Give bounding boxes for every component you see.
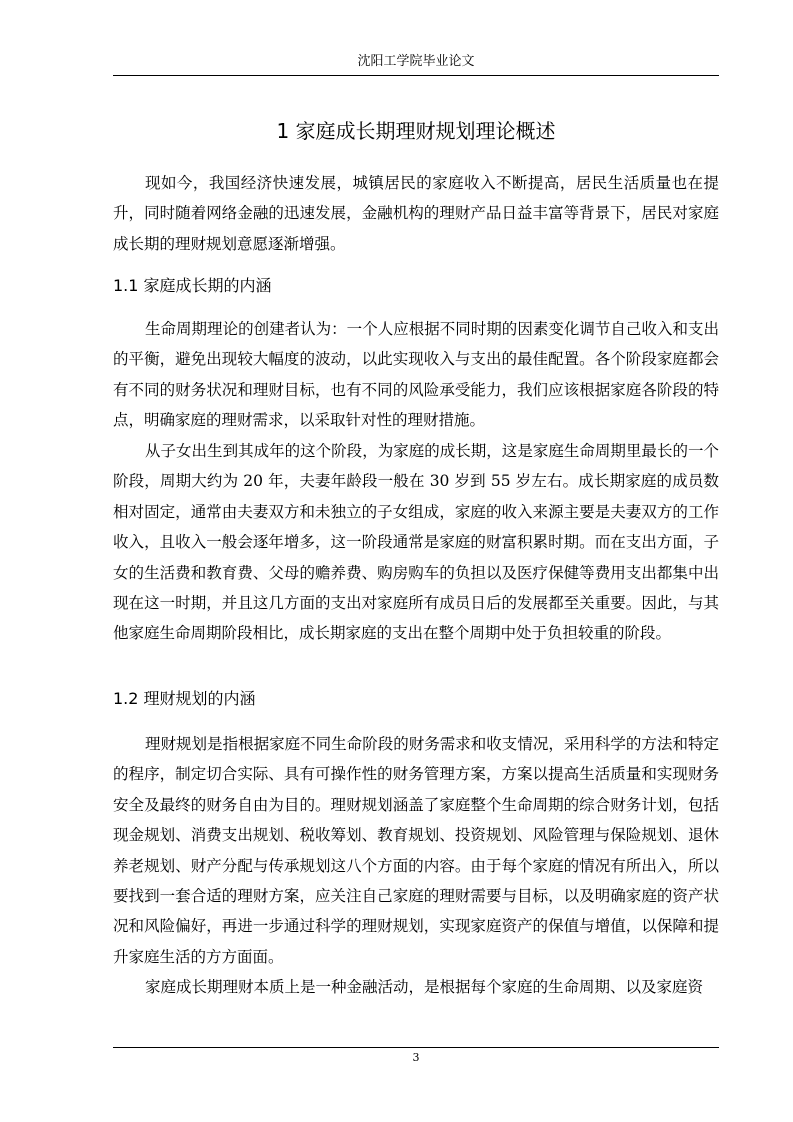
header-rule <box>113 75 719 76</box>
footer-rule <box>113 1047 719 1048</box>
intro-paragraph: 现如今，我国经济快速发展，城镇居民的家庭收入不断提高，居民生活质量也在提升，同时随着网络金融的迅速发展，金融机构的理财产品日益丰富等背景下，居民对家庭成长期的理财规划意愿逐渐增强。 <box>113 174 719 253</box>
section-1-2-paragraph-1: 理财规划是指根据家庭不同生命阶段的财务需求和收支情况，采用科学的方法和特定的程序，制定切合实际、具有可操作性的财务管理方案，方案以提高生活质量和实现财务安全及最终的财务自由为目的。理财规划涵盖了家庭整个生命周期的综合财务计划，包括现金规划、消费支出规划、税收筹划、教育规划、投资规划、风险管理与保险规划、退休养老规划、财产分配与传承规划这八个方面的内容。由于每个家庭的情况有所出入，所以要找到一套合适的理财方案，应关注自己家庭的理财需要与目标，以及明确家庭的资产状况和风险偏好，再进一步通过科学的理财规划，实现家庭资产的保值与增值，以保障和提升家庭生活的方方面面。 <box>113 735 719 966</box>
running-header: 沈阳工学院毕业论文 <box>357 54 475 69</box>
section-1-1-paragraph-1: 生命周期理论的创建者认为：一个人应根据不同时期的因素变化调节自己收入和支出的平衡，避免出现较大幅度的波动，以此实现收入与支出的最佳配置。各个阶段家庭都会有不同的财务状况和理财目标，也有不同的风险承受能力，我们应该根据家庭各阶段的特点，明确家庭的理财需求，以采取针对性的理财措施。 <box>113 320 719 430</box>
page-number: 3 <box>412 1051 420 1064</box>
section-1-2-paragraph-2: 家庭成长期理财本质上是一种金融活动，是根据每个家庭的生命周期、以及家庭资 <box>145 978 704 996</box>
chapter-title: 1 家庭成长期理财规划理论概述 <box>276 119 556 143</box>
section-1-1-heading: 1.1 家庭成长期的内涵 <box>113 276 272 295</box>
section-1-1-paragraph-2: 从子女出生到其成年的这个阶段，为家庭的成长期，这是家庭生命周期里最长的一个阶段，周期大约为 20 年，夫妻年龄段一般在 30 岁到 55 岁左右。成长期家庭的成员数相对固定，通常由夫妻双方和未独立的子女组成，家庭的收入来源主要是夫妻双方的工作收入，且收入一般会逐年增多，这一阶段通常是家庭的财富积累时期。而在支出方面，子女的生活费和教育费、父母的赡养费、购房购车的负担以及医疗保健等费用支出都集中出现在这一时期，并且这几方面的支出对家庭所有成员日后的发展都至关重要。因此，与其他家庭生命周期阶段相比，成长期家庭的支出在整个周期中处于负担较重的阶段。 <box>113 442 719 643</box>
section-1-2-heading: 1.2 理财规划的内涵 <box>113 689 256 708</box>
